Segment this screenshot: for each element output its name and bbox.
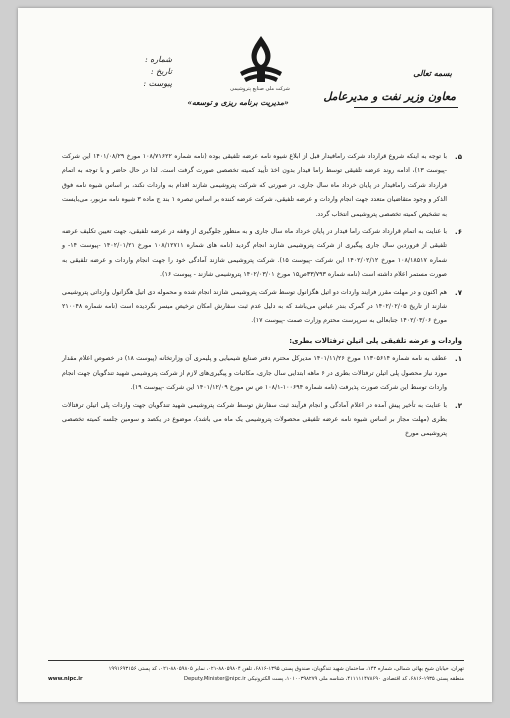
addressee-underline (354, 107, 458, 108)
paragraph-5 (62, 150, 462, 222)
company-caption: شرکت ملی صنایع پتروشیمی (230, 86, 290, 92)
footer-address: تهران، خیابان شیخ بهائی شمالی، شماره ۱۴۳، ساختمان شهید تندگویان، صندوق پستی ۱۳۹۵-۶۸۱۶، تلفن ۸۸۰۵۹۸۰۴-۰۲۱، نمابر ۸۸۰۵۹۸۰۵-۰۲۱، کد پستی ۱۹۹۱۶۹۳۱۵۶ (108, 666, 464, 672)
letter-meta (92, 54, 172, 90)
paragraph-6 (62, 225, 462, 283)
paragraph-text: با توجه به اینکه شروع قرارداد شرکت رامافیدار قبل از ابلاغ شیوه نامه عرضه تلفیقی بوده (نامه شماره ۱۰۸/۷۱۶۲۲ مورخ ۱۴۰۱/۰۸/۲۹ این شرکت -پیوست ۱۳)، ادامه روند عرضه تلفیقی توسط راما فیدار بدون اخذ تأیید کمیته تخصصی صورت گرفت است. لذا در حال حاضر و با توجه به اتمام قرارداد شرکت رامافیدار در پایان خرداد ماه سال جاری، در صورتی که شرکت پتروشیمی شازند اقدام به واردات نکند، بر اساس شیوه نامه فوق الذکر و وجود متقاضیان متعدد جهت انجام واردات و عرضه تلفیقی، شرکت عرضه کننده بر اساس تبصره ۱ بند ج ماده ۳ شیوه نامه مزبور، می‌بایست به تشخیص کمیته تخصصی پتروشیمی انتخاب گردد. (62, 153, 447, 218)
section-paragraph-1 (62, 352, 462, 395)
footer-website[interactable]: www.nipc.ir (48, 676, 83, 682)
paragraph-number: ۱. (455, 355, 462, 364)
date-label: تاریخ : (150, 67, 172, 76)
paragraph-number: ۵. (455, 153, 462, 161)
paragraph-number: ۲. (455, 401, 462, 410)
addressee: معاون وزیر نفت و مدیرعامل (323, 90, 456, 103)
salutation: بسمه تعالی (413, 68, 452, 78)
paragraph-number: ۶. (455, 228, 462, 237)
letter-body (62, 150, 462, 445)
paragraph-text: با عنایت به اتمام قرارداد شرکت راما فیدار در پایان خرداد ماه سال جاری و به منظور جلوگیری از وقفه در عرضه تلفیقی، جهت تعیین تکلیف عرضه تلفیقی از فروردین سال جاری پیگیری از شرکت پتروشیمی شازند انجام گردید (نامه های شماره ۱۰۸/۱۲۷۱۱ مورخ ۱۴۰۲/۰۱/۲۱ -پیوست ۱۴- و شماره ۱۰۸/۱۸۵۱۷ مورخ ۱۴۰۲/۰۲/۱۲ این شرکت -پیوست ۱۵). شرکت پتروشیمی شازند آمادگی خود را جهت انجام واردات و عرضه تلفیقی به صورت مستمر اعلام داشته است (نامه شماره ۳۳/۷۹۳ص۱۵ مورخ ۱۴۰۲/۰۳/۰۱ پتروشیمی شازند - پیوست ۱۶). (62, 228, 447, 279)
section-paragraph-2 (62, 399, 462, 442)
section-title: واردات و عرضه تلفیقی پلی اتیلن ترفتالات بطری: (289, 334, 462, 350)
paragraph-text: عطف به نامه شماره ۱۱۳۰۵۶۱۴ مورخ ۱۴۰۱/۱۱/۲۶ مدیرکل محترم دفتر صنایع شیمیایی و پلیمری آن وزارتخانه (پیوست ۱۸) در خصوص اعلام مقدار مورد نیاز محصول پلی اتیلن ترفتالات بطری در ۶ ماهه ابتدایی سال جاری، مکاتبات و پیگیری‌های لازم از شرکت پتروشیمی شهید تندگویان جهت انجام واردات توسط این شرکت صورت پذیرفت (نامه شماره ۱۰۰۶۹۴-۱۰۸/۱ ص س مورخ ۱۴۰۱/۱۲/۰۹ این شرکت -پیوست ۱۹). (62, 355, 447, 392)
number-label: شماره : (144, 55, 172, 64)
paragraph-number: ۷. (455, 288, 462, 297)
attachment-label: پیوست : (143, 79, 172, 88)
paragraph-text: هم اکنون و در مهلت مقرر فرایند واردات دو اتیل هگزانول توسط شرکت پتروشیمی شازند انجام شده و محموله دی اتیل هگزانول وارداتی پتروشیمی شازند از تاریخ ۱۴۰۲/۰۲/۰۵ در گمرک بندر عباس می‌باشد که به دلیل عدم ثبت سفارش امکان ترخیص میسر نگردیده است (نامه شماره ۲۱۰۰۴۸ مورخ ۱۴۰۲/۰۳/۰۶ جنابعالی به سرپرست محترم وزارت صمت -پیوست ۱۷). (62, 288, 447, 325)
paragraph-7 (62, 286, 462, 329)
letter-footer (48, 664, 464, 684)
footer-divider (48, 660, 464, 661)
letter-page (18, 8, 492, 702)
footer-contact: منطقه پستی ۱۹۳۵-۶۸۱۶، کد اقتصادی ۴۱۱۱۱۱۴۷۸۶۹۰، شناسه ملی ۱۰۱۰۰۳۹۸۲۷۹، پست الکترونیکی Deputy.Minister@nipc.ir (184, 676, 464, 682)
department-name: «مدیریت برنامه ریزی و توسعه» (187, 98, 289, 107)
paragraph-text: با عنایت به تأخیر پیش آمده در اعلام آمادگی و انجام فرآیند ثبت سفارش توسط شرکت پتروشیمی شهید تندگویان جهت واردات پلی اتیلن ترفتالات بطری (مهلت مجاز بر اساس شیوه نامه عرضه تلفیقی محصولات پتروشیمی یک ماه می باشد)، موضوع در یکصد و سومین جلسه کمیته تخصصی پتروشیمی مورخ (62, 401, 447, 438)
